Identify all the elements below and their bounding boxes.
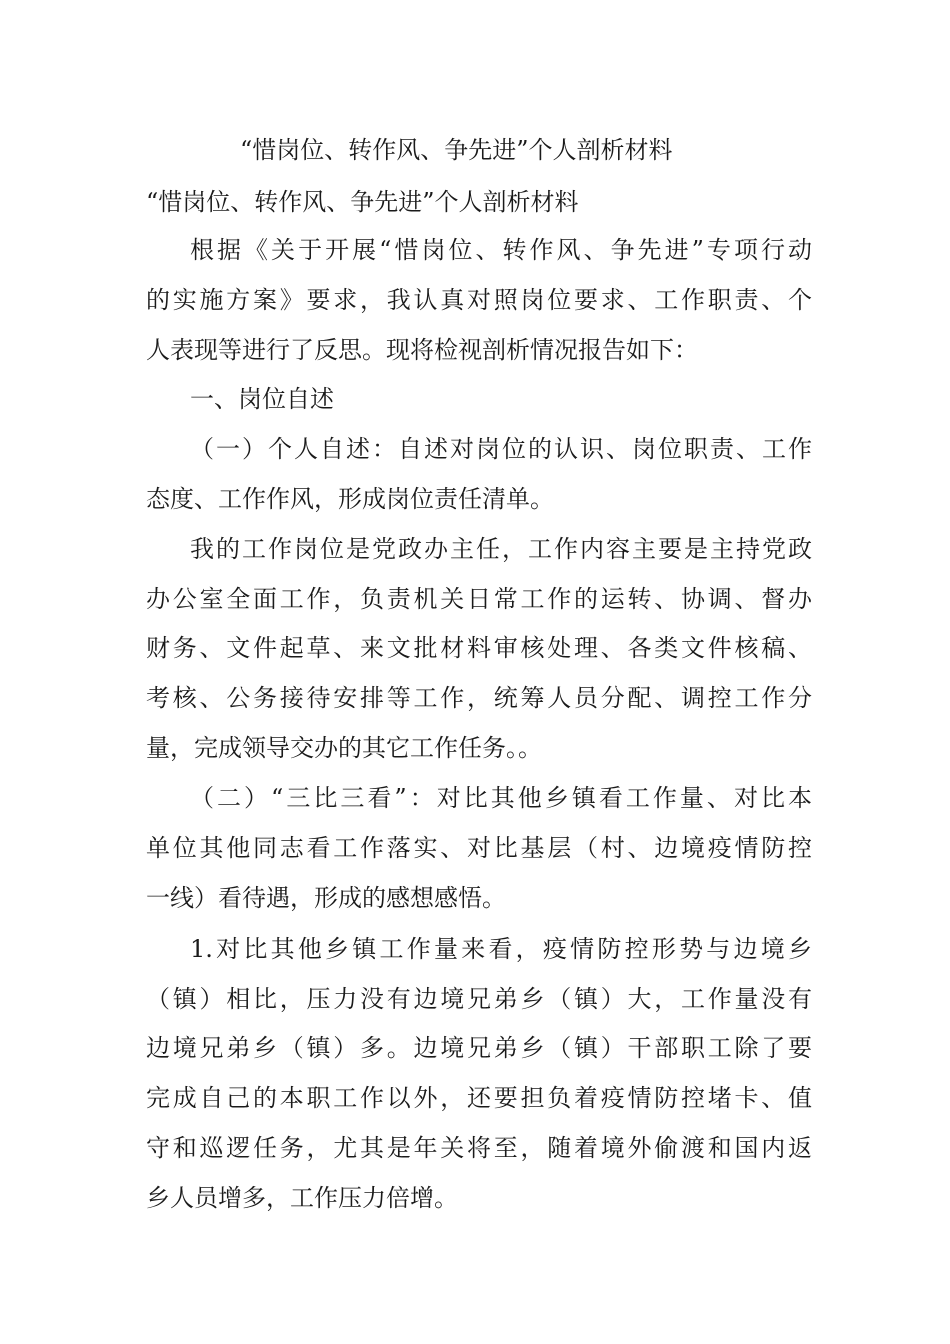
section-heading: 一、岗位自述 xyxy=(190,385,334,413)
paragraph-line: 完成自己的本职工作以外，还要担负着疫情防控堵卡、值 xyxy=(146,1084,812,1112)
subtitle-line: “惜岗位、转作风、争先进”个人剖析材料 xyxy=(146,188,579,216)
paragraph-line: 量，完成领导交办的其它工作任务。。 xyxy=(146,734,542,762)
paragraph-line: （镇）相比，压力没有边境兄弟乡（镇）大，工作量没有 xyxy=(146,985,812,1013)
paragraph-line: 根据《关于开展“惜岗位、转作风、争先进”专项行动 xyxy=(190,236,812,264)
paragraph-line: 人表现等进行了反思。现将检视剖析情况报告如下： xyxy=(146,336,698,364)
paragraph-line: 1.对比其他乡镇工作量来看，疫情防控形势与边境乡 xyxy=(190,935,812,963)
paragraph-line: 的实施方案》要求，我认真对照岗位要求、工作职责、个 xyxy=(146,286,812,314)
paragraph-line: 财务、文件起草、来文批材料审核处理、各类文件核稿、 xyxy=(146,634,812,662)
paragraph-line: （二）“三比三看”：对比其他乡镇看工作量、对比本 xyxy=(190,784,812,812)
paragraph-line: 办公室全面工作，负责机关日常工作的运转、协调、督办 xyxy=(146,585,812,613)
paragraph-line: 一线）看待遇，形成的感想感悟。 xyxy=(146,884,506,912)
paragraph-line: 单位其他同志看工作落实、对比基层（村、边境疫情防控 xyxy=(146,834,812,862)
paragraph-line: 边境兄弟乡（镇）多。边境兄弟乡（镇）干部职工除了要 xyxy=(146,1034,812,1062)
paragraph-line: 我的工作岗位是党政办主任，工作内容主要是主持党政 xyxy=(190,535,812,563)
paragraph-line: 守和巡逻任务，尤其是年关将至，随着境外偷渡和国内返 xyxy=(146,1134,812,1162)
paragraph-line: 态度、工作作风，形成岗位责任清单。 xyxy=(146,485,554,513)
document-title: “惜岗位、转作风、争先进”个人剖析材料 xyxy=(240,136,673,164)
paragraph-line: 乡人员增多，工作压力倍增。 xyxy=(146,1184,458,1212)
paragraph-line: 考核、公务接待安排等工作，统筹人员分配、调控工作分 xyxy=(146,684,812,712)
paragraph-line: （一）个人自述：自述对岗位的认识、岗位职责、工作 xyxy=(190,435,812,463)
